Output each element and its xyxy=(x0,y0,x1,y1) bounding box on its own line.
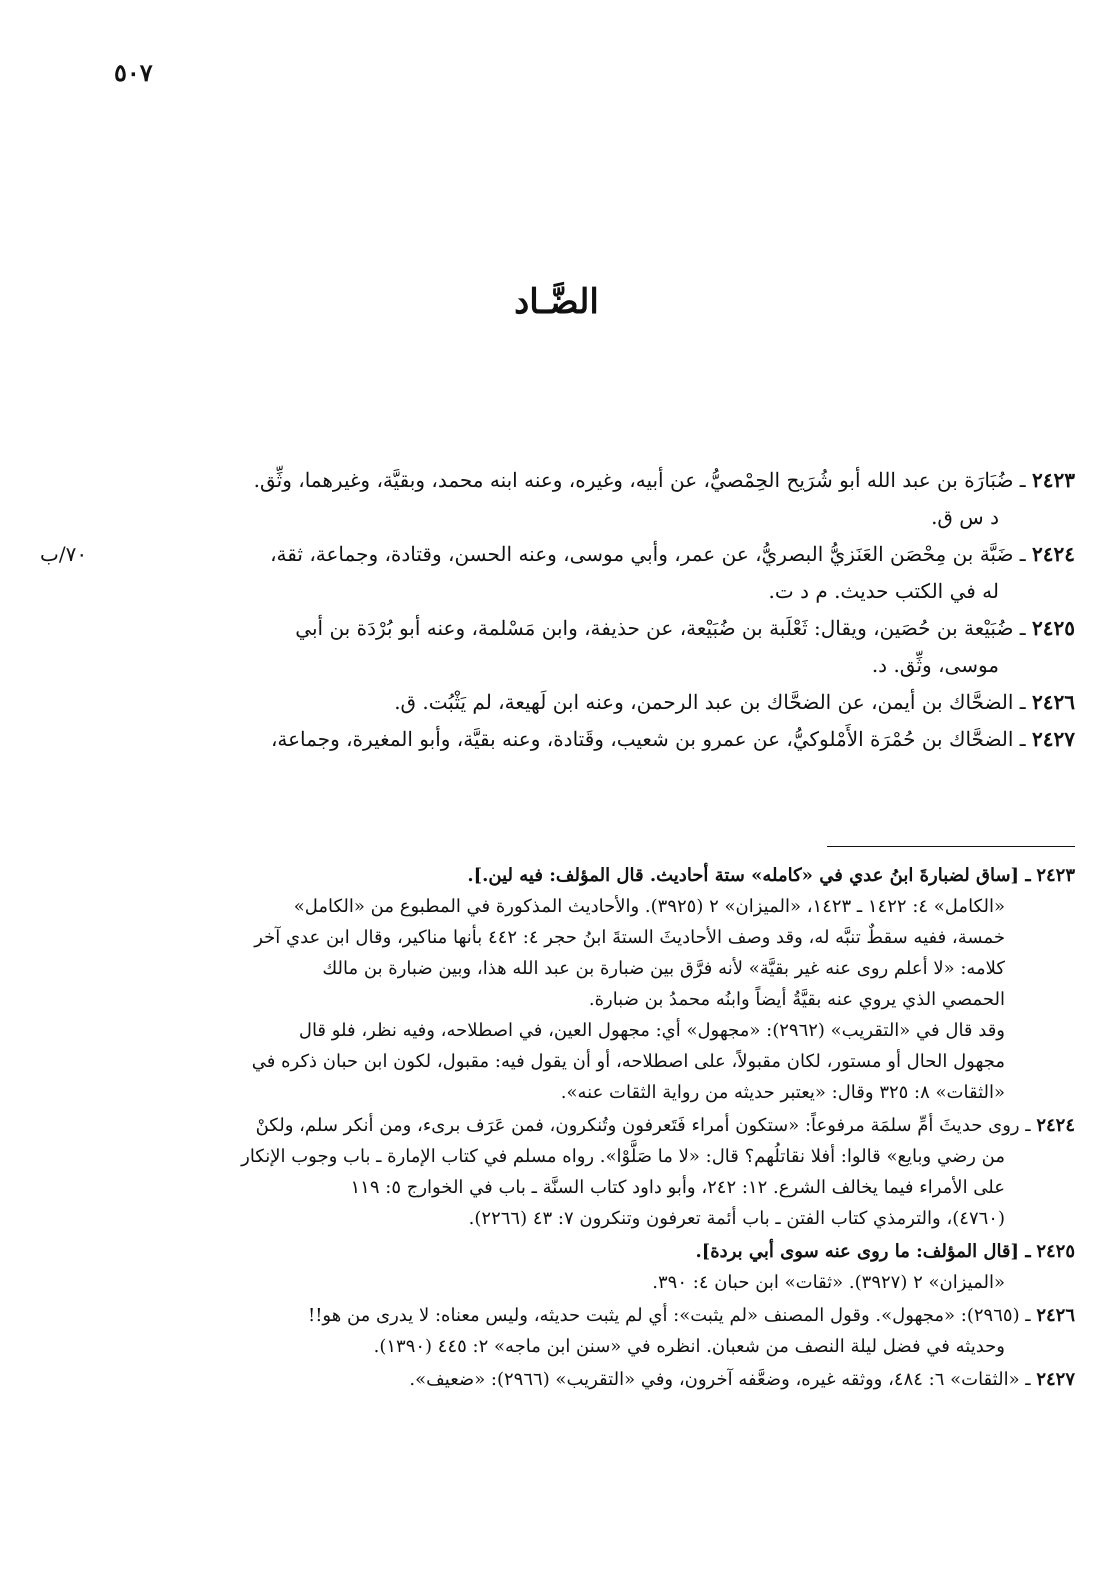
entry-2424 xyxy=(40,536,1075,610)
entry-number: ٢٤٢٣ xyxy=(1032,468,1075,492)
footnote-line: «الميزان» ٢ (٣٩٢٧). «ثقات» ابن حبان ٤: ٣٩٠. xyxy=(652,1272,1005,1293)
footnotes xyxy=(40,860,1075,1397)
entry-text: ـ ضُبَارَة بن عبد الله أبو شُرَيح الحِمْصيُّ، عن أبيه، وغيره، وعنه ابنه محمد، وبقيَّة، وغيرهما، وثِّق. xyxy=(253,468,1026,492)
footnote-line: وقد قال في «التقريب» (٢٩٦٢): «مجهول» أي: مجهول العين، في اصطلاحه، وفيه نظر، فلو قال xyxy=(298,1020,1005,1041)
entry-2426 xyxy=(40,684,1075,721)
footnote-text: ـ «الثقات» ٦: ٤٨٤، ووثقه غيره، وضعَّفه آخرون، وفي «التقريب» (٢٩٦٦): «ضعيف». xyxy=(409,1369,1031,1390)
entry-number: ٢٤٢٤ xyxy=(1032,542,1075,566)
entry-number: ٢٤٢٥ xyxy=(1032,616,1075,640)
entry-text: ـ ضَبَّة بن مِحْصَن العَنَزيُّ البصريُّ، عن عمر، وأبي موسى، وعنه الحسن، وقتادة، وجماعة، ثقة، xyxy=(270,542,1026,566)
entry-number: ٢٤٢٦ xyxy=(1032,690,1075,714)
entry-2423 xyxy=(40,462,1075,536)
folio-marker: ٧٠/ب xyxy=(40,542,88,566)
footnote-line: على الأمراء فيما يخالف الشرع. ١٢: ٢٤٢، وأبو داود كتاب السنَّة ـ باب في الخوارج ٥: ١١٩ xyxy=(350,1177,1005,1198)
entries-list xyxy=(40,462,1075,758)
footnote-line: الحمصي الذي يروي عنه بقيَّةُ أيضاً وابنُه محمدُ بن ضبارة. xyxy=(588,989,1005,1010)
entry-text: ـ ضُبَيْعة بن حُصَين، ويقال: ثَعْلَبة بن ضُبَيْعة، عن حذيفة، وابن مَسْلمة، وعنه أبو بُرْدَة بن أبي xyxy=(295,616,1026,640)
entry-text-continued: موسى، وثِّق. د. xyxy=(871,653,999,677)
footnote-text: ـ (٢٩٦٥): «مجهول». وقول المصنف «لم يثبت»: أي لم يثبت حديثه، وليس معناه: لا يدرى من هو!! xyxy=(307,1305,1031,1326)
footnote-line: «الكامل» ٤: ١٤٢٢ ـ ١٤٢٣، «الميزان» ٢ (٣٩٢٥). والأحاديث المذكورة في المطبوع من «الكامل» xyxy=(293,896,1005,917)
footnote-text: ـ [ساق لضبارةَ ابنُ عدي في «كامله» ستة أحاديث. قال المؤلف: فيه لين.]. xyxy=(467,865,1031,886)
footnote-line: من رضي وبايع» قالوا: أفلا نقاتلُهم؟ قال: «لا ما صَلَّوْا». رواه مسلم في كتاب الإمارة ـ باب وجوب الإنكار xyxy=(241,1146,1005,1167)
entry-text: ـ الضحَّاك بن حُمْرَة الأَمْلوكيُّ، عن عمرو بن شعيب، وقَتادة، وعنه بقيَّة، وأبو المغيرة، وجماعة، xyxy=(270,727,1026,751)
footnote-2425 xyxy=(40,1236,1075,1298)
footnote-line: «الثقات» ٨: ٣٢٥ وقال: «يعتبر حديثه من رواية الثقات عنه». xyxy=(560,1082,1005,1103)
footnote-text: ـ [قال المؤلف: ما روى عنه سوى أبي بردة]. xyxy=(695,1241,1031,1262)
entry-number: ٢٤٢٧ xyxy=(1032,727,1075,751)
page-number: ٥٠٧ xyxy=(114,58,153,87)
footnote-number: ٢٤٢٤ xyxy=(1036,1115,1075,1136)
entry-text-continued: د س ق. xyxy=(931,505,999,529)
footnote-2426 xyxy=(40,1300,1075,1362)
entry-2425 xyxy=(40,610,1075,684)
footnote-number: ٢٤٢٥ xyxy=(1036,1241,1075,1262)
footnote-number: ٢٤٢٣ xyxy=(1036,865,1075,886)
footnote-line: وحديثه في فضل ليلة النصف من شعبان. انظره في «سنن ابن ماجه» ٢: ٤٤٥ (١٣٩٠). xyxy=(373,1336,1005,1357)
footnote-2424 xyxy=(40,1110,1075,1234)
entry-text-continued: له في الكتب حديث. م د ت. xyxy=(768,579,999,603)
footnote-line: خمسة، ففيه سقطٌ تنبَّه له، وقد وصف الأحاديثَ الستةَ ابنُ حجر ٤: ٤٤٢ بأنها مناكير، وقال ابن عدي آخر xyxy=(254,927,1005,948)
footnote-2423 xyxy=(40,860,1075,1108)
section-title: الضَّـاد xyxy=(514,282,599,322)
footnote-line: كلامه: «لا أعلم روى عنه غير بقيَّة» لأنه فرَّق بين ضبارة بن عبد الله هذا، وبين ضبارة بن مالك xyxy=(322,958,1005,979)
footnote-line: مجهول الحال أو مستور، لكان مقبولاً، على اصطلاحه، أو أن يقول فيه: مقبول، لكون ابن حبان ذكره في xyxy=(251,1051,1005,1072)
footnote-text: ـ روى حديثَ أمِّ سلمَة مرفوعاً: «ستكون أمراء فَتَعرفون وتُنكرون، فمن عَرَف برىء، ومن أنكر سلم، ولكنْ xyxy=(255,1115,1031,1136)
entry-2427 xyxy=(40,721,1075,758)
footnote-2427 xyxy=(40,1364,1075,1395)
footnote-line: (٤٧٦٠)، والترمذي كتاب الفتن ـ باب أئمة تعرفون وتنكرون ٧: ٤٣ (٢٢٦٦). xyxy=(468,1208,1005,1229)
footnote-number: ٢٤٢٦ xyxy=(1036,1305,1075,1326)
footnote-divider xyxy=(827,846,1075,847)
footnote-number: ٢٤٢٧ xyxy=(1036,1369,1075,1390)
entry-text: ـ الضحَّاك بن أيمن، عن الضحَّاك بن عبد الرحمن، وعنه ابن لَهيعة، لم يَثْبُت. ق. xyxy=(394,690,1026,714)
